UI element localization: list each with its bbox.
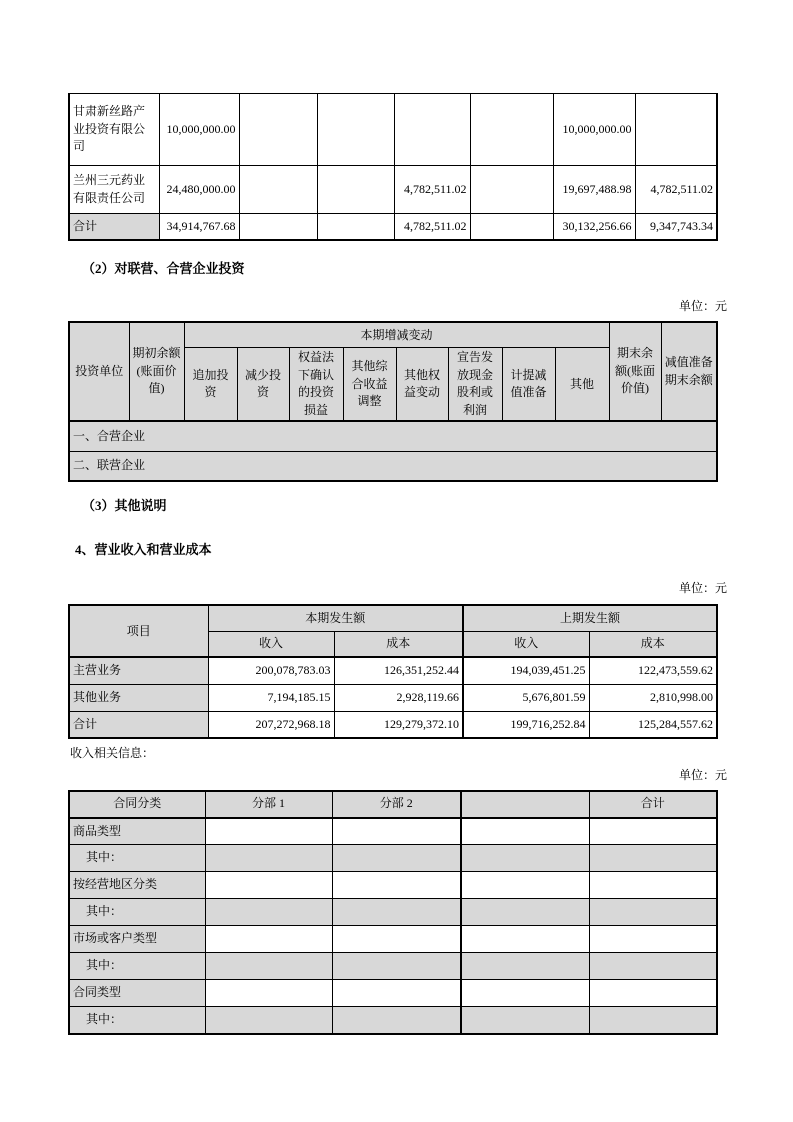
- table-row-total: [69, 711, 717, 738]
- cell-empty: [205, 845, 332, 872]
- header-closing-balance: 期末余额(账面价值): [609, 322, 661, 421]
- cell-empty: [332, 926, 461, 953]
- table-row-detail: [69, 1007, 717, 1034]
- cell-current-income: 200,078,783.03: [208, 657, 334, 684]
- section-heading-4: 4、营业收入和营业成本: [75, 541, 212, 557]
- header-additional-investment: 追加投资: [184, 348, 237, 421]
- cell-empty: [317, 166, 394, 214]
- header-equity-method-pnl: 权益法下确认的投资损益: [289, 348, 343, 421]
- cell-category-label: 市场或客户类型: [69, 926, 205, 953]
- cell-empty: [589, 899, 717, 926]
- cell-item-label: 其他业务: [69, 684, 208, 711]
- cell-empty: [461, 1007, 589, 1034]
- cell-prior-income: 5,676,801.59: [463, 684, 589, 711]
- cell-empty: [589, 953, 717, 980]
- cell-detail-label: 其中：: [69, 1007, 205, 1034]
- header-row: [69, 322, 717, 348]
- table-row-detail: [69, 845, 717, 872]
- cell-closing-balance: 30,132,256.66: [553, 214, 635, 240]
- cell-empty: [332, 845, 461, 872]
- cell-empty: [332, 872, 461, 899]
- cell-prior-cost: 122,473,559.62: [589, 657, 717, 684]
- cell-category-label: 按经营地区分类: [69, 872, 205, 899]
- cell-empty: [470, 166, 553, 214]
- table-row-total: [69, 214, 717, 240]
- cell-empty: [205, 899, 332, 926]
- cell-detail-label: 其中：: [69, 899, 205, 926]
- cell-empty: [332, 899, 461, 926]
- cell-opening-balance: 34,914,767.68: [159, 214, 239, 240]
- cell-prior-cost: 2,810,998.00: [589, 684, 717, 711]
- cell-prior-income: 199,716,252.84: [463, 711, 589, 738]
- cell-empty: [461, 953, 589, 980]
- cell-item-label: 主营业务: [69, 657, 208, 684]
- cell-empty: [589, 872, 717, 899]
- header-empty: [461, 791, 589, 818]
- cell-current-income: 7,194,185.15: [208, 684, 334, 711]
- cell-empty: [205, 953, 332, 980]
- cell-empty: [205, 926, 332, 953]
- header-cost: 成本: [334, 631, 463, 657]
- table-row: [69, 94, 717, 166]
- cell-amount: 4,782,511.02: [635, 166, 717, 214]
- section-heading-2: （2）对联营、合营企业投资: [82, 260, 245, 276]
- cell-empty: [205, 980, 332, 1007]
- cell-prior-income: 194,039,451.25: [463, 657, 589, 684]
- header-segment-2: 分部 2: [332, 791, 461, 818]
- cell-empty: [635, 94, 717, 166]
- header-other-comprehensive-income: 其他综合收益调整: [343, 348, 396, 421]
- cell-closing-balance: 19,697,488.98: [553, 166, 635, 214]
- cell-detail-label: 其中：: [69, 953, 205, 980]
- cell-empty: [461, 845, 589, 872]
- cell-amount: 4,782,511.02: [394, 214, 470, 240]
- header-investee: 投资单位: [69, 322, 129, 421]
- cell-current-income: 207,272,968.18: [208, 711, 334, 738]
- cell-joint-ventures: 一、合营企业: [69, 421, 717, 451]
- cell-empty: [461, 899, 589, 926]
- cell-empty: [461, 872, 589, 899]
- header-other: 其他: [555, 348, 609, 421]
- cell-empty: [332, 1007, 461, 1034]
- cell-amount: 4,782,511.02: [394, 166, 470, 214]
- table-row-category: [69, 980, 717, 1007]
- table-row-joint-ventures: [69, 421, 717, 451]
- unit-label: 单位：元: [678, 299, 727, 314]
- cell-empty: [317, 214, 394, 240]
- table-row-detail: [69, 899, 717, 926]
- header-current-period: 本期发生额: [208, 605, 463, 631]
- header-other-equity-change: 其他权益变动: [396, 348, 448, 421]
- cell-empty: [205, 818, 332, 845]
- cell-total-label: 合计: [69, 711, 208, 738]
- cell-prior-cost: 125,284,557.62: [589, 711, 717, 738]
- cell-empty: [205, 1007, 332, 1034]
- header-row: [69, 605, 717, 631]
- header-declared-dividends: 宣告发放现金股利或利润: [448, 348, 502, 421]
- subsidiary-investment-table: [68, 93, 718, 241]
- cell-empty: [470, 214, 553, 240]
- cell-current-cost: 129,279,372.10: [334, 711, 463, 738]
- header-impairment-provision: 计提减值准备: [502, 348, 555, 421]
- cell-investee-name: 兰州三元药业有限责任公司: [69, 166, 159, 214]
- cell-empty: [317, 94, 394, 166]
- header-reduced-investment: 减少投资: [237, 348, 289, 421]
- table-row: [69, 166, 717, 214]
- header-prior-period: 上期发生额: [463, 605, 717, 631]
- revenue-cost-table: [68, 604, 718, 739]
- cell-empty: [470, 94, 553, 166]
- cell-empty: [589, 926, 717, 953]
- header-period-change-group: 本期增减变动: [184, 322, 609, 348]
- header-item: 项目: [69, 605, 208, 657]
- cell-empty: [205, 872, 332, 899]
- cell-current-cost: 2,928,119.66: [334, 684, 463, 711]
- cell-current-cost: 126,351,252.44: [334, 657, 463, 684]
- table-row-category: [69, 818, 717, 845]
- table-row: [69, 657, 717, 684]
- cell-empty: [239, 166, 317, 214]
- cell-empty: [332, 818, 461, 845]
- header-cost: 成本: [589, 631, 717, 657]
- header-impairment-closing: 减值准备期末余额: [661, 322, 717, 421]
- table-row: [69, 684, 717, 711]
- cell-opening-balance: 24,480,000.00: [159, 166, 239, 214]
- cell-empty: [394, 94, 470, 166]
- header-row: [69, 791, 717, 818]
- cell-empty: [589, 818, 717, 845]
- cell-empty: [239, 214, 317, 240]
- header-total: 合计: [589, 791, 717, 818]
- cell-empty: [239, 94, 317, 166]
- cell-closing-balance: 10,000,000.00: [553, 94, 635, 166]
- cell-category-label: 商品类型: [69, 818, 205, 845]
- cell-empty: [589, 980, 717, 1007]
- revenue-note: 收入相关信息：: [70, 746, 155, 761]
- cell-detail-label: 其中：: [69, 845, 205, 872]
- cell-amount: 9,347,743.34: [635, 214, 717, 240]
- table-row-associates: [69, 451, 717, 481]
- revenue-contract-breakdown-table: [68, 790, 718, 1035]
- unit-label: 单位：元: [678, 580, 727, 595]
- table-row-detail: [69, 953, 717, 980]
- table-row-category: [69, 872, 717, 899]
- header-contract-class: 合同分类: [69, 791, 205, 818]
- cell-total-label: 合计: [69, 214, 159, 240]
- cell-category-label: 合同类型: [69, 980, 205, 1007]
- header-income: 收入: [208, 631, 334, 657]
- cell-associates: 二、联营企业: [69, 451, 717, 481]
- cell-investee-name: 甘肃新丝路产业投资有限公司: [69, 94, 159, 166]
- joint-venture-investment-table: [68, 321, 718, 482]
- table-row-category: [69, 926, 717, 953]
- cell-empty: [461, 980, 589, 1007]
- cell-opening-balance: 10,000,000.00: [159, 94, 239, 166]
- section-heading-3: （3）其他说明: [82, 498, 167, 514]
- cell-empty: [461, 818, 589, 845]
- cell-empty: [589, 845, 717, 872]
- cell-empty: [332, 980, 461, 1007]
- cell-empty: [461, 926, 589, 953]
- header-segment-1: 分部 1: [205, 791, 332, 818]
- unit-label: 单位：元: [678, 768, 727, 783]
- cell-empty: [332, 953, 461, 980]
- cell-empty: [589, 1007, 717, 1034]
- header-opening-balance: 期初余额(账面价值): [129, 322, 184, 421]
- header-income: 收入: [463, 631, 589, 657]
